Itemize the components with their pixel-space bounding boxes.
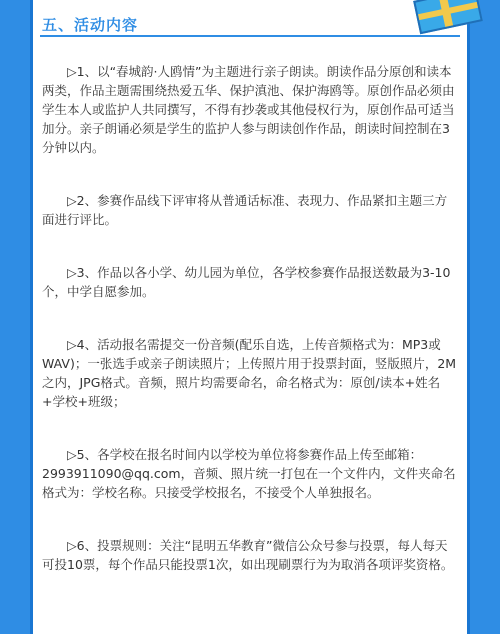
article-body — [42, 62, 458, 574]
paragraph-2: ▷2、参赛作品线下评审将从普通话标准、表现力、作品紧扣主题三方面进行评比。 — [42, 193, 448, 227]
paragraph-3: ▷3、作品以各小学、幼儿园为单位，各学校参赛作品报送数最为3-10个，中学自愿参加。 — [42, 265, 451, 299]
paragraph-5: ▷5、各学校在报名时间内以学校为单位将参赛作品上传至邮箱：2993911090@qq.com，音频、照片统一打包在一个文件内，文件夹命名格式为：学校名称。只接受学校报名，不接受个人单独报名。 — [42, 447, 456, 500]
section-title: 五、活动内容 — [42, 16, 139, 34]
paragraph-6: ▷6、投票规则：关注“昆明五华教育”微信公众号参与投票，每人每天可投10票，每个作品只能投票1次，如出现刷票行为为取消各项评奖资格。 — [42, 538, 454, 572]
paragraph-1: ▷1、以“春城韵·人鸥情”为主题进行亲子朗读。朗读作品分原创和读本两类，作品主题需围绕热爱五华、保护滇池、保护海鸥等。原创作品必须由学生本人或监护人共同撰写，不得有抄袭或其他侵权行为，原创作品可适当加分。亲子朗诵必须是学生的监护人参与朗读创作作品，朗读时间控制在3分钟以内。 — [42, 64, 455, 155]
paragraph-4: ▷4、活动报名需提交一份音频(配乐自选，上传音频格式为：MP3或WAV)；一张选手或亲子朗读照片；上传照片用于投票封面，竖版照片，2M之内，JPG格式。音频，照片均需要命名，命名格式为：原创/读本+姓名+学校+班级； — [42, 337, 457, 409]
section-divider — [40, 35, 460, 37]
